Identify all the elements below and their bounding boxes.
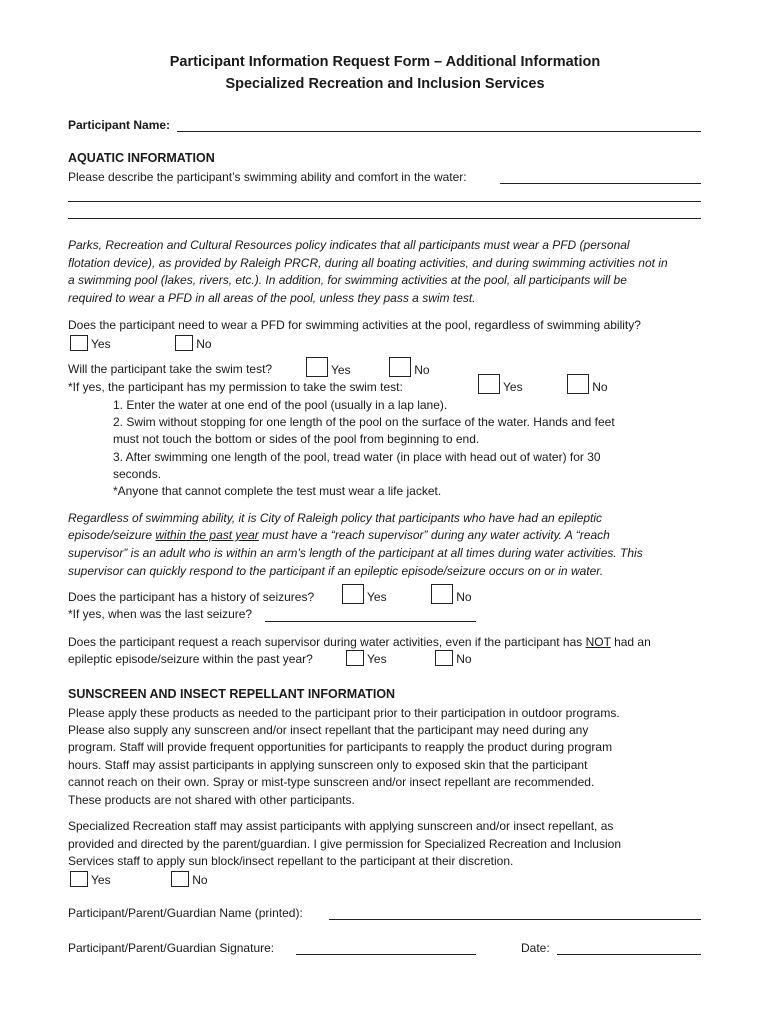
within-past-year-emphasis: within the past year bbox=[155, 528, 259, 542]
reach-supervisor-question: Does the participant request a reach supervisor during water activities, even if the participant has NOT had an bbox=[68, 635, 651, 649]
reach-supervisor-options bbox=[344, 650, 472, 666]
swim-permission-no-checkbox[interactable] bbox=[567, 374, 589, 394]
seizure-policy-line4: supervisor can quickly respond to the participant if an epileptic episode/seizure occurs on or in water. bbox=[68, 564, 604, 578]
signature-field[interactable] bbox=[296, 954, 476, 955]
sunscreen-no-checkbox[interactable] bbox=[171, 871, 189, 887]
pfd-options bbox=[68, 335, 212, 351]
sunscreen-text-line6: These products are not shared with other participants. bbox=[68, 793, 355, 807]
swim-test-step-3-cont: seconds. bbox=[113, 467, 162, 481]
sunscreen-text-line1: Please apply these products as needed to the participant prior to their participation in outdoor programs. bbox=[68, 706, 620, 720]
sunscreen-text-line2: Please also supply any sunscreen and/or insect repellant that the participant may need during any bbox=[68, 723, 589, 737]
last-seizure-field[interactable] bbox=[265, 621, 476, 622]
form-subtitle: Specialized Recreation and Inclusion Services bbox=[225, 76, 545, 92]
swim-ability-field-line3[interactable] bbox=[68, 218, 701, 219]
printed-name-field[interactable] bbox=[329, 919, 701, 920]
swim-test-step-3: 3. After swimming one length of the pool, tread water (in place with head out of water) for 30 bbox=[113, 450, 601, 464]
seizure-history-question: Does the participant has a history of seizures? bbox=[68, 590, 315, 604]
swim-permission-options bbox=[476, 374, 608, 394]
seizure-policy-line1: Regardless of swimming ability, it is City of Raleigh policy that participants who have had an epileptic bbox=[68, 511, 603, 525]
aquatic-heading: AQUATIC INFORMATION bbox=[68, 151, 215, 165]
not-emphasis: NOT bbox=[585, 635, 611, 649]
sunscreen-heading: SUNSCREEN AND INSECT REPELLANT INFORMATION bbox=[68, 687, 396, 701]
pfd-yes-checkbox[interactable] bbox=[70, 335, 88, 351]
sunscreen-permission-line1: Specialized Recreation staff may assist participants with applying sunscreen and/or insect repellant, as bbox=[68, 819, 614, 833]
swim-test-permission: *If yes, the participant has my permission to take the swim test: bbox=[68, 380, 403, 394]
swim-ability-prompt: Please describe the participant’s swimming ability and comfort in the water: bbox=[68, 170, 467, 184]
swim-test-step-2: 2. Swim without stopping for one length of the pool on the surface of the water. Hands and feet bbox=[113, 415, 615, 429]
seizure-no-label: No bbox=[456, 590, 472, 604]
swim-test-yes-label: Yes bbox=[331, 363, 351, 377]
participant-name-label: Participant Name: bbox=[68, 118, 171, 132]
sunscreen-yes-label: Yes bbox=[91, 873, 111, 887]
form-title: Participant Information Request Form – Additional Information bbox=[169, 54, 601, 70]
reach-no-checkbox[interactable] bbox=[435, 650, 453, 666]
reach-yes-label: Yes bbox=[367, 652, 387, 666]
date-field[interactable] bbox=[557, 954, 701, 955]
swim-permission-no-label: No bbox=[592, 380, 608, 394]
seizure-policy-line3: supervisor” is an adult who is within an arm’s length of the participant at all times during water activities. This bbox=[68, 546, 643, 560]
seizure-policy-line2: episode/seizure within the past year must have a “reach supervisor” during any water activity. A “reach bbox=[68, 528, 610, 542]
swim-permission-yes-label: Yes bbox=[503, 380, 523, 394]
reach-supervisor-question-line2: epileptic episode/seizure within the past year? bbox=[68, 652, 313, 666]
pfd-no-label: No bbox=[196, 337, 212, 351]
printed-name-label: Participant/Parent/Guardian Name (printed): bbox=[68, 906, 303, 920]
seizure-yes-label: Yes bbox=[367, 590, 387, 604]
pfd-policy-line1: Parks, Recreation and Cultural Resources policy indicates that all participants must wear a PFD (personal bbox=[68, 238, 630, 252]
pfd-policy-line4: required to wear a PFD in all areas of the pool, unless they pass a swim test. bbox=[68, 291, 476, 305]
swim-test-step-1: 1. Enter the water at one end of the pool (usually in a lap lane). bbox=[113, 398, 448, 412]
participant-name-field[interactable] bbox=[177, 131, 701, 132]
sunscreen-yes-checkbox[interactable] bbox=[70, 871, 88, 887]
swim-test-no-label: No bbox=[414, 363, 430, 377]
swim-permission-yes-checkbox[interactable] bbox=[478, 374, 500, 394]
swim-test-options bbox=[304, 357, 430, 377]
swim-ability-field[interactable] bbox=[500, 183, 701, 184]
swim-test-yes-checkbox[interactable] bbox=[306, 357, 328, 377]
sunscreen-no-label: No bbox=[192, 873, 208, 887]
reach-yes-checkbox[interactable] bbox=[346, 650, 364, 666]
swim-test-note: *Anyone that cannot complete the test must wear a life jacket. bbox=[113, 484, 442, 498]
sunscreen-text-line3: program. Staff will provide frequent opportunities for participants to reapply the product during program bbox=[68, 740, 613, 754]
swim-ability-field-line2[interactable] bbox=[68, 201, 701, 202]
last-seizure-question: *If yes, when was the last seizure? bbox=[68, 607, 253, 621]
sunscreen-permission-line2: provided and directed by the parent/guardian. I give permission for Specialized Recreation and Inclusion bbox=[68, 837, 621, 851]
pfd-question: Does the participant need to wear a PFD for swimming activities at the pool, regardless of swimming ability? bbox=[68, 318, 641, 332]
pfd-policy-line3: a swimming pool (lakes, rivers, etc.). In addition, for swimming activities at the pool, all participants will be bbox=[68, 273, 627, 287]
sunscreen-options bbox=[68, 871, 208, 887]
sunscreen-permission-line3: Services staff to apply sun block/insect repellant to the participant at their discretion. bbox=[68, 854, 514, 868]
reach-no-label: No bbox=[456, 652, 472, 666]
pfd-yes-label: Yes bbox=[91, 337, 111, 351]
pfd-policy-line2: flotation device), as provided by Raleigh PRCR, during all boating activities, and during swimming activities not in bbox=[68, 256, 668, 270]
sunscreen-text-line5: cannot reach on their own. Spray or mist-type sunscreen and/or insect repellant are recommended. bbox=[68, 775, 595, 789]
seizure-yes-checkbox[interactable] bbox=[342, 584, 364, 604]
signature-label: Participant/Parent/Guardian Signature: bbox=[68, 941, 275, 955]
swim-test-no-checkbox[interactable] bbox=[389, 357, 411, 377]
swim-test-step-2-cont: must not touch the bottom or sides of the pool from beginning to end. bbox=[113, 432, 480, 446]
pfd-no-checkbox[interactable] bbox=[175, 335, 193, 351]
sunscreen-text-line4: hours. Staff may assist participants in applying sunscreen only to exposed skin that the participant bbox=[68, 758, 588, 772]
swim-test-question: Will the participant take the swim test? bbox=[68, 362, 273, 376]
date-label: Date: bbox=[521, 941, 550, 955]
seizure-history-options bbox=[340, 584, 472, 604]
seizure-no-checkbox[interactable] bbox=[431, 584, 453, 604]
